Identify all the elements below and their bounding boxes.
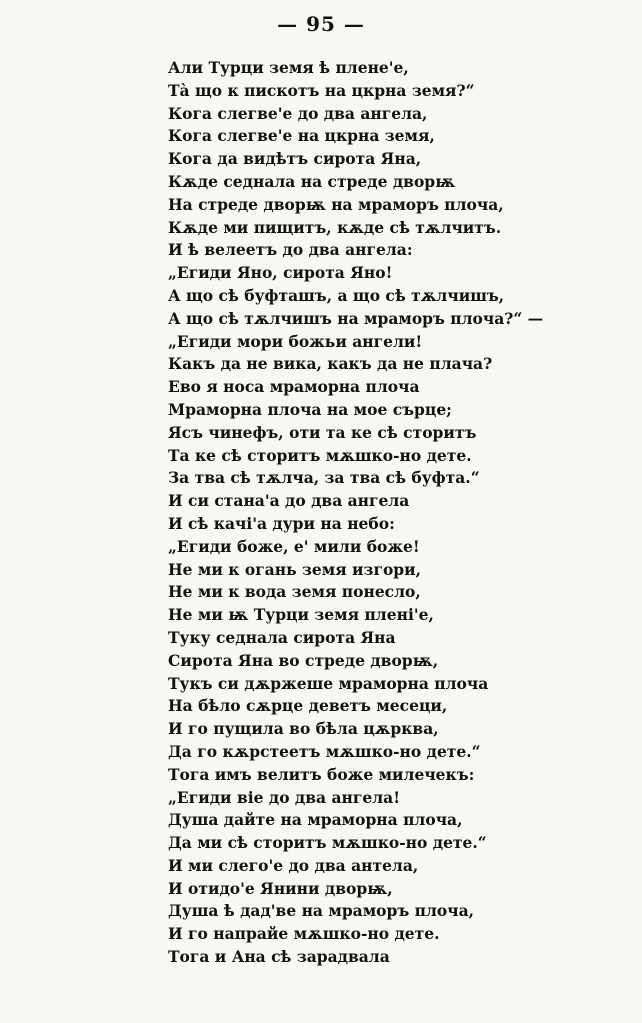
poem-line: Не ми к вода земя понесло, [168, 582, 421, 602]
poem-line: Тукъ си дѫржеше мраморна плоча [168, 673, 489, 693]
poem-line: И сѣ качі'а дури на небо: [168, 513, 395, 533]
poem-line: И ѣ велеетъ до два ангела: [168, 240, 413, 260]
poem-line: А що сѣ тѫлчишъ на мраморъ плоча?“ — [168, 308, 544, 328]
poem-line: Али Турци земя ѣ плене'е, [168, 58, 409, 77]
poem-line: Какъ да не вика, какъ да не плача? [168, 354, 493, 374]
page-number: — 95 — [277, 12, 365, 36]
poem-line: И отидо'е Янини дворѭ, [168, 878, 393, 898]
poem-line: „Егиди мори божьи ангели! [168, 331, 423, 351]
poem-line: Тога и Ана сѣ зарадвала [168, 947, 390, 967]
poem-line: И си стана'а до два ангела [168, 491, 410, 511]
poem-line: Мраморна плоча на мое сърце; [168, 399, 452, 419]
poem-line: Кѫде седнала на стреде дворѭ [168, 171, 456, 191]
poem-line: Кѫде ми пищитъ, кѫде сѣ тѫлчитъ. [168, 217, 502, 237]
poem-line: И го напрайе мѫшко-но дете. [168, 924, 440, 944]
poem-line: Туку седнала сирота Яна [168, 627, 396, 647]
poem-line: Душа ѣ дад'ве на мраморъ плоча, [168, 901, 475, 921]
poem-line: Не ми к огань земя изгори, [168, 559, 422, 579]
poem-line: Та ке сѣ сторитъ мѫшко-но дете. [168, 445, 472, 465]
poem-line: Кога да видѣтъ сирота Яна, [168, 149, 422, 169]
poem-line: И ми слего'е до два антела, [168, 855, 419, 875]
poem-line: Не ми ѭ Турци земя плені'е, [168, 605, 434, 625]
poem-line: Да ми сѣ сторитъ мѫшко-но дете.“ [168, 833, 487, 853]
poem-line: Душа дайте на мраморна плоча, [168, 810, 463, 830]
poem-line: А що сѣ буфташъ, а що сѣ тѫлчишъ, [168, 285, 505, 305]
poem-line: Тà що к пискотъ на цкрна земя?“ [168, 80, 475, 100]
poem-line: Ево я носа мраморна плоча [168, 377, 420, 397]
poem-text [168, 57, 628, 969]
poem-line: „Егиди боже, е' мили боже! [168, 536, 420, 556]
poem-line: На бѣло сѫрце деветъ месеци, [168, 696, 448, 716]
poem-line: Сирота Яна во стреде дворѭ, [168, 650, 439, 670]
poem-line: Тога имъ велитъ боже милечекъ: [168, 764, 475, 784]
poem-line: Кога слегве'е до два ангела, [168, 103, 428, 123]
poem-line: „Егиди віе до два ангела! [168, 787, 400, 807]
poem-line: Ясъ чинефъ, оти та ке сѣ сторитъ [168, 422, 477, 442]
poem-line: За тва сѣ тѫлча, за тва сѣ буфта.“ [168, 468, 480, 488]
poem-line: И го пущила во бѣла цѫрква, [168, 719, 439, 739]
poem-line: „Егиди Яно, сирота Яно! [168, 263, 393, 283]
poem-line: На стреде дворѭ на мраморъ плоча, [168, 194, 504, 214]
poem-line: Кога слегве'е на цкрна земя, [168, 126, 435, 146]
poem-line: Да го кѫрстеетъ мѫшко-но дете.“ [168, 741, 481, 761]
